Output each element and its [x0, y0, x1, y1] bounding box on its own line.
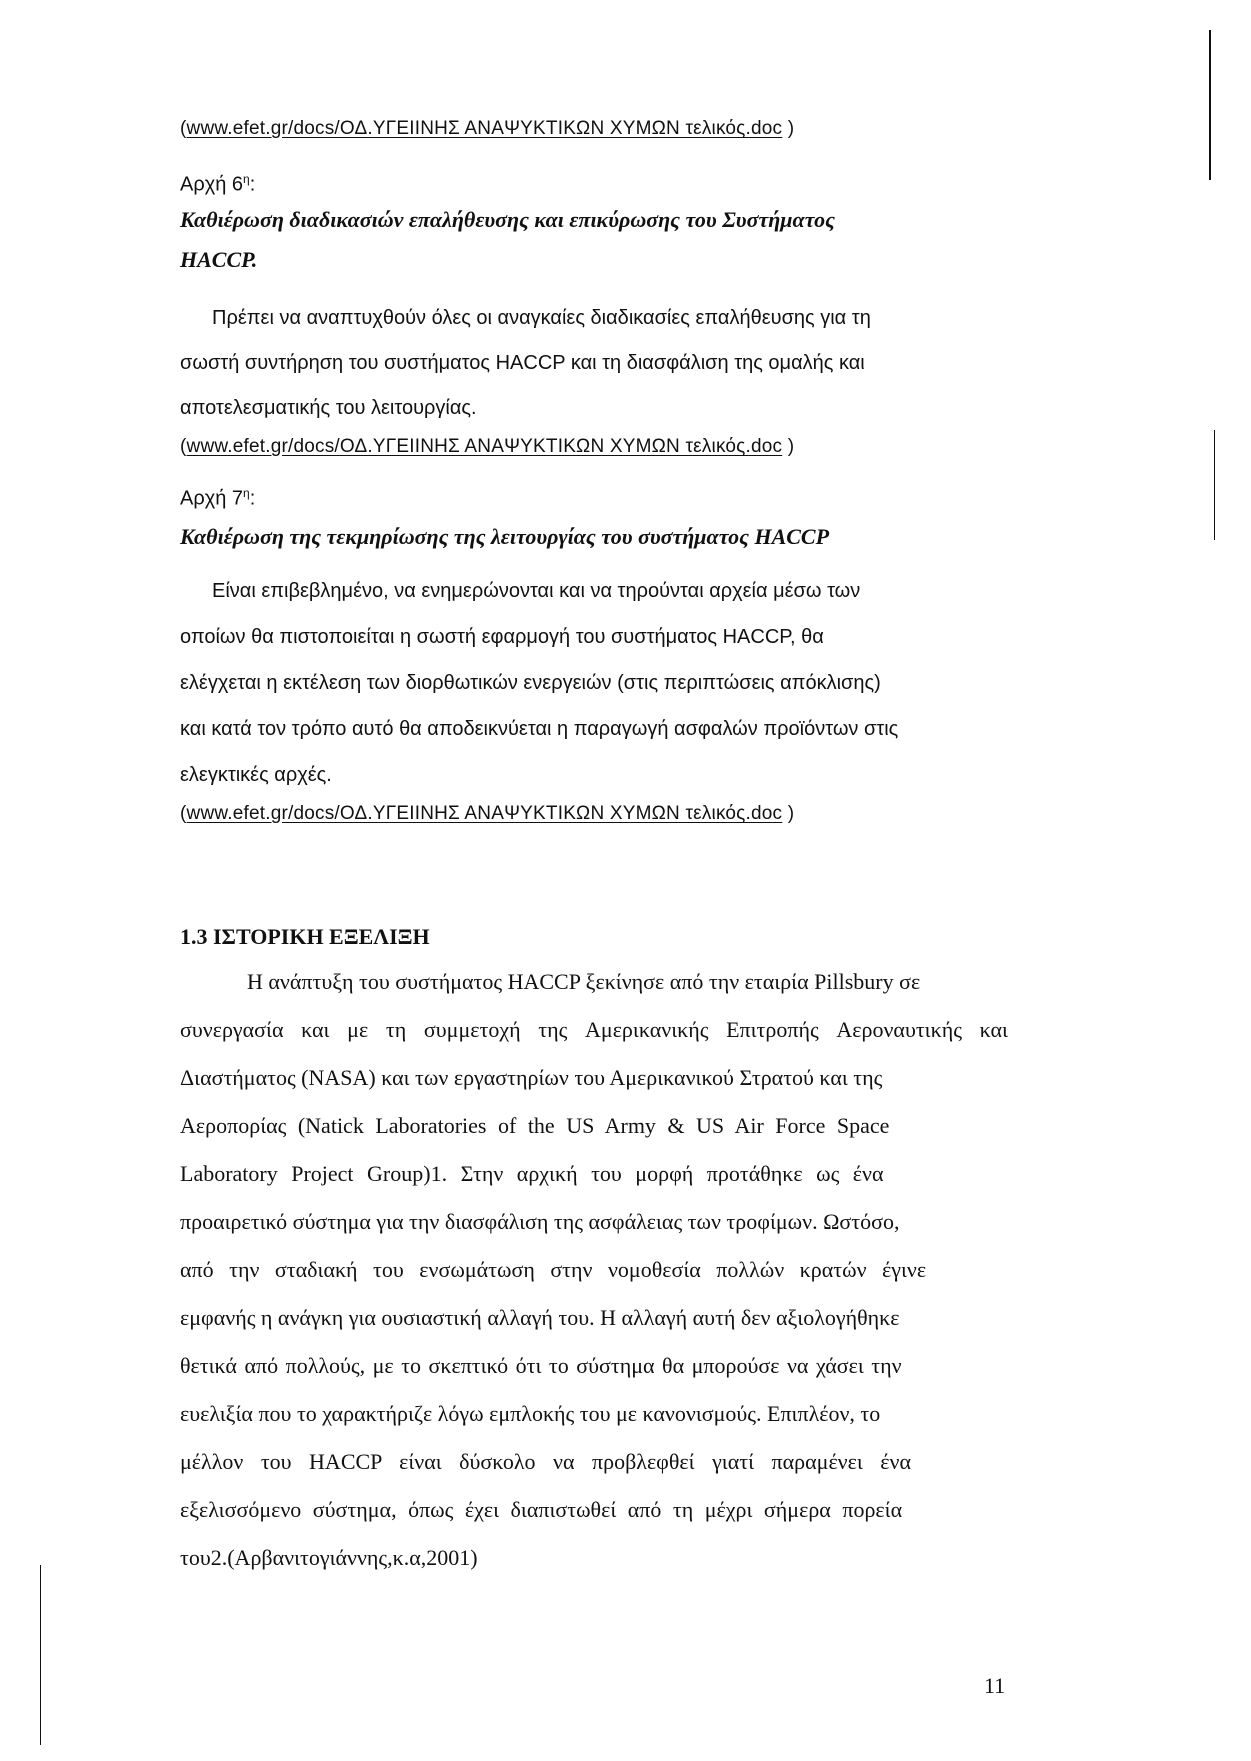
scan-edge-line-bottom-left [40, 1565, 41, 1745]
principle-7-body-line: και κατά τον τρόπο αυτό θα αποδεικνύεται η παραγωγή ασφαλών προϊόντων στις [180, 718, 899, 740]
section-body-line: από την σταδιακή του ενσωμάτωση στην νομοθεσία πολλών κρατών έγινε [180, 1257, 927, 1282]
section-body-line: ευελιξία που το χαρακτήριζε λόγω εμπλοκής του με κανονισμούς. Επιπλέον, το [180, 1401, 881, 1426]
section-body-line: Διαστήματος (NASA) και των εργαστηρίων του Αμερικανικού Στρατού και της [180, 1065, 883, 1090]
principle-6-title-line-1: Καθιέρωση διαδικασιών επαλήθευσης και επικύρωσης του Συστήματος [180, 207, 835, 232]
principle-7-body-line: Είναι επιβεβλημένο, να ενημερώνονται και να τηρούνται αρχεία μέσω των [212, 580, 861, 602]
source-reference-2: (www.efet.gr/docs/ΟΔ.ΥΓΕΙΙΝΗΣ ΑΝΑΨΥΚΤΙΚΩΝ ΧΥΜΩΝ τελικός.doc ) [180, 436, 795, 457]
section-body-line: Laboratory Project Group)1. Στην αρχική του μορφή προτάθηκε ως ένα [180, 1161, 884, 1186]
source-close-paren: ) [787, 118, 795, 139]
principle-6-body-line: αποτελεσματικής του λειτουργίας. [180, 397, 477, 419]
principle-6-title-line-2: HACCP. [180, 247, 258, 272]
page-number: 11 [984, 1673, 1006, 1698]
source-reference-1 [180, 118, 794, 140]
principle-6-label: Αρχή $6^\eta$: [180, 172, 256, 196]
principle-7-body-line: ελέγχεται η εκτέλεση των διορθωτικών ενεργειών (στις περιπτώσεις απόκλισης) [180, 672, 881, 694]
section-body-line: θετικά από πολλούς, με το σκεπτικό ότι το σύστημα θα μπορούσε να χάσει την [180, 1353, 902, 1378]
principle-7-body-line: οποίων θα πιστοποιείται η σωστή εφαρμογή του συστήματος HACCP, θα [180, 626, 824, 648]
source-link[interactable]: www.efet.gr/docs/ΟΔ.ΥΓΕΙΙΝΗΣ ΑΝΑΨΥΚΤΙΚΩΝ ΧΥΜΩΝ τελικός.doc [186, 803, 783, 824]
section-body-line: προαιρετικό σύστημα για την διασφάλιση της ασφάλειας των τροφίμων. Ωστόσο, [180, 1209, 900, 1234]
scan-edge-line-top-right [1209, 30, 1211, 180]
section-number: 1.3 [180, 924, 208, 949]
section-body-line: Η ανάπτυξη του συστήματος HACCP ξεκίνησε από την εταιρία Pillsbury σε [247, 969, 921, 994]
section-body-line: μέλλον του HACCP είναι δύσκολο να προβλεφθεί γιατί παραμένει ένα [180, 1449, 911, 1474]
source-link[interactable]: www.efet.gr/docs/ΟΔ.ΥΓΕΙΙΝΗΣ ΑΝΑΨΥΚΤΙΚΩΝ ΧΥΜΩΝ τελικός.doc [186, 436, 783, 457]
source-open-paren: ( [180, 118, 187, 139]
principle-7-title: Καθιέρωση της τεκμηρίωσης της λειτουργίας του συστήματος HACCP [180, 524, 830, 549]
principle-6-body-line: σωστή συντήρηση του συστήματος HACCP και τη διασφάλιση της ομαλής και [180, 352, 865, 374]
source-reference-3: (www.efet.gr/docs/ΟΔ.ΥΓΕΙΙΝΗΣ ΑΝΑΨΥΚΤΙΚΩΝ ΧΥΜΩΝ τελικός.doc ) [180, 803, 795, 824]
section-heading [180, 924, 430, 950]
principle-7-body-line: ελεγκτικές αρχές. [180, 764, 332, 786]
section-body-line: εμφανής η ανάγκη για ουσιαστική αλλαγή του. Η αλλαγή αυτή δεν αξιολογήθηκε [180, 1305, 900, 1330]
section-body-line: συνεργασία και με τη συμμετοχή της Αμερικανικής Επιτροπής Αεροναυτικής και [180, 1017, 1008, 1042]
section-body-line: εξελισσόμενο σύστημα, όπως έχει διαπιστωθεί από τη μέχρι σήμερα πορεία [180, 1497, 903, 1522]
section-body-line: του2.(Αρβανιτογιάννης,κ.α,2001) [180, 1545, 478, 1570]
section-body-line: Αεροπορίας (Natick Laboratories of the US Army & US Air Force Space [180, 1113, 890, 1138]
principle-7-label: Αρχή $7^\eta$: [180, 486, 256, 510]
source-link[interactable]: www.efet.gr/docs/ΟΔ.ΥΓΕΙΙΝΗΣ ΑΝΑΨΥΚΤΙΚΩΝ ΧΥΜΩΝ τελικός.doc [186, 118, 783, 139]
scan-edge-line-mid-right [1214, 430, 1215, 540]
section-title: ΙΣΤΟΡΙΚΗ ΕΞΕΛΙΞΗ [213, 924, 430, 949]
principle-6-body-line: Πρέπει να αναπτυχθούν όλες οι αναγκαίες διαδικασίες επαλήθευσης για τη [212, 307, 871, 329]
